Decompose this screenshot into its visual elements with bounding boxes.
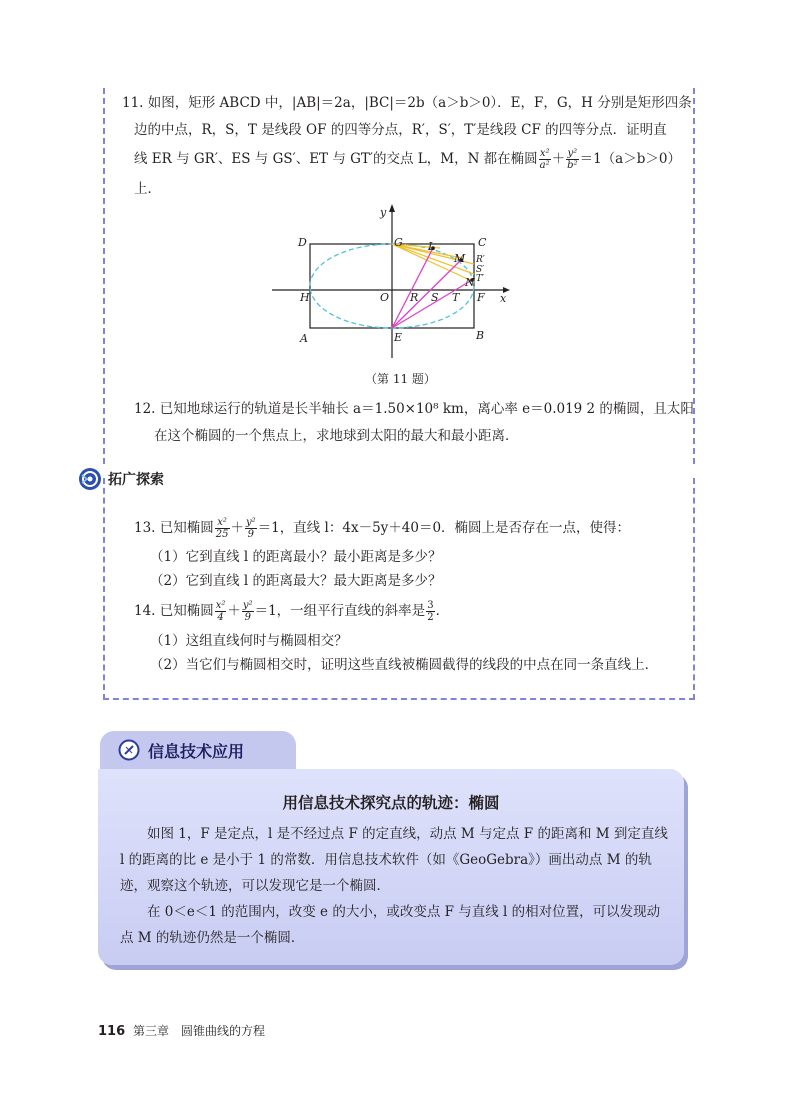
figure-caption: （第 11 题）: [365, 372, 436, 386]
label-n: N: [465, 276, 475, 289]
line-e-m: [392, 260, 461, 328]
label-e: E: [394, 331, 403, 344]
label-f: F: [477, 291, 485, 304]
label-r: R: [410, 291, 419, 304]
problem-13-line: 13. 已知椭圆 $\frac{\text{x²}}{25}$ ＋ $\frac{\text{y²}}{9}$ ＝1，直线 l：4x－5y＋40＝0．椭圆上是否存在一点，使得：: [134, 517, 631, 540]
page-number: 116: [98, 1024, 126, 1039]
problem-13-question-2: （2）它到直线 l 的距离最大？最大距离是多少？: [150, 573, 442, 589]
chapter-title: 第三章 圆锥曲线的方程: [132, 1024, 265, 1038]
label-s-prime: S′: [476, 265, 485, 275]
label-o: O: [380, 291, 390, 304]
problem-11-line-1: 11. 如图，矩形 ABCD 中，|AB|＝2a，|BC|＝2b（a＞b＞0）．E，F，G，H 分别是矩形四条: [122, 95, 692, 111]
info-tech-paragraph-2: 在 0＜e＜1 的范围内，改变 e 的大小，或改变点 F 与直线 l 的相对位置，可以发现动点 M 的轨迹仍然是一个椭圆．: [120, 904, 661, 946]
label-d: D: [298, 236, 307, 249]
page-footer: [98, 1022, 265, 1039]
fraction-y2-b2: $\frac{\text{y²}}{\text{b²}}$: [567, 148, 578, 171]
fraction-3-2: $\frac{3}{2}$: [427, 600, 434, 623]
info-tech-title: 用信息技术探究点的轨迹：椭圆: [282, 794, 500, 812]
problem-13-question-1: （1）它到直线 l 的距离最小？最小距离是多少？: [150, 549, 442, 565]
problem-14-line: 14. 已知椭圆 $\frac{\text{x²}}{4}$ ＋ $\frac{\text{y²}}{9}$ ＝1，一组平行直线的斜率是 $\frac{3}{2}$ ．: [134, 600, 450, 623]
fraction-x2-a2: $\frac{\text{x²}}{\text{a²}}$: [539, 148, 550, 171]
y-axis-arrow: [389, 204, 395, 212]
label-r-prime: R′: [476, 255, 485, 265]
label-s: S: [431, 291, 439, 304]
label-a: A: [300, 332, 308, 345]
fraction-x2-4: $\frac{\text{x²}}{4}$: [215, 600, 226, 623]
section-header: [78, 467, 164, 491]
info-tech-tab-title: 信息技术应用: [148, 741, 245, 761]
label-m: M: [454, 252, 466, 265]
fraction-y2-9: $\frac{\text{y²}}{9}$: [246, 517, 256, 540]
problem-11-line-3-text: 线 ER 与 GR′、ES 与 GS′、ET 与 GT′的交点 L，M，N 都在椭圆: [134, 151, 538, 167]
label-x: x: [500, 292, 507, 305]
problem-14-question-2: （2）当它们与椭圆相交时，证明这些直线被椭圆截得的线段的中点在同一条直线上．: [150, 657, 659, 673]
label-g: G: [394, 236, 403, 249]
label-l: L: [428, 240, 436, 253]
problem-11-line-3: 线 ER 与 GR′、ES 与 GS′、ET 与 GT′的交点 L，M，N 都在椭圆 $\frac{\text{x²}}{\text{a²}}$ ＋ $\frac{\text{y²}}{\text{b²}}$ ＝1（a＞b＞0）: [134, 148, 681, 171]
compass-icon: [118, 739, 140, 761]
label-b: B: [476, 329, 485, 342]
problem-14-question-1: （1）这组直线何时与椭圆相交？: [150, 633, 348, 649]
explore-icon: [78, 467, 102, 491]
problem-12-line-2: 在这个椭圆的一个焦点上，求地球到太阳的最大和最小距离．: [154, 428, 519, 444]
info-tech-panel: [98, 769, 684, 965]
info-tech-paragraph-1: 如图 1，F 是定点，l 是不经过点 F 的定直线，动点 M 与定点 F 的距离和 M 到定直线 l 的距离的比 e 是小于 1 的常数．用信息技术软件（如《GeoGebra》）画出动点 M 的轨迹，观察这个轨迹，可以发现它是一个椭圆．: [120, 826, 668, 894]
problem-11-line-3-tail: ＝1（a＞b＞0）: [579, 151, 681, 167]
info-tech-tab: [100, 731, 296, 769]
label-t-prime: T′: [476, 274, 485, 284]
problem-12-line-1: 12. 已知地球运行的轨道是长半轴长 a＝1.50×10⁸ km，离心率 e＝0.019 2 的椭圆，且太阳: [134, 401, 694, 417]
label-t: T: [452, 291, 460, 304]
section-title: 拓广探索: [108, 472, 164, 488]
fraction-y2-9b: $\frac{\text{y²}}{9}$: [242, 600, 253, 623]
label-y: y: [380, 206, 387, 219]
fraction-x2-25: $\frac{\text{x²}}{25}$: [215, 517, 229, 540]
problem-11-line-2: 边的中点，R，S，T 是线段 OF 的四等分点，R′，S′，T′是线段 CF 的四等分点．证明直: [134, 122, 667, 138]
label-h: H: [300, 291, 310, 304]
label-c: C: [478, 236, 487, 249]
problem-11-line-4: 上．: [134, 181, 161, 197]
